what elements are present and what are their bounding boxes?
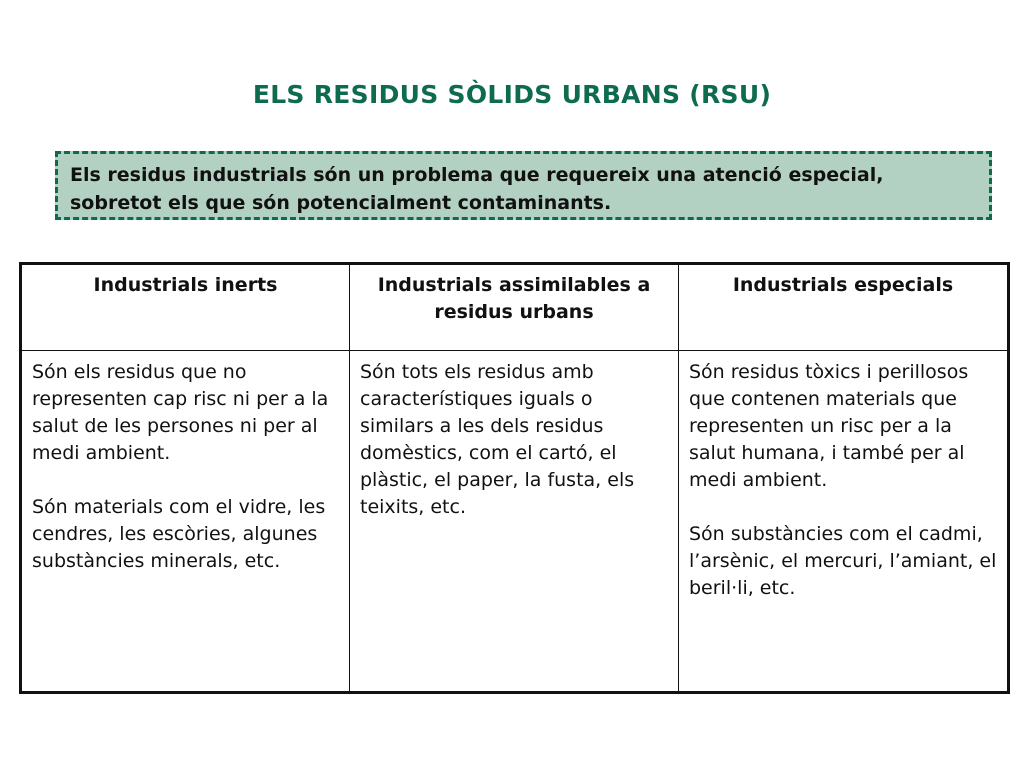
cell-industrials-especials — [679, 351, 1009, 693]
cell-industrials-assimilables — [350, 351, 679, 693]
table-row — [21, 351, 1009, 693]
header-industrials-inerts: Industrials inerts — [21, 264, 350, 351]
cell-industrials-inerts — [21, 351, 350, 693]
header-industrials-assimilables: Industrials assimilables a residus urbans — [350, 264, 679, 351]
cell-paragraph: Són materials com el vidre, les cendres, les escòries, algunes substàncies minerals, etc. — [32, 496, 326, 572]
header-industrials-especials: Industrials especials — [679, 264, 1009, 351]
cell-paragraph: Són substàncies com el cadmi, l’arsènic, el mercuri, l’amiant, el beril·li, etc. — [689, 523, 997, 599]
residus-table — [19, 262, 1010, 694]
slide-title: ELS RESIDUS SÒLIDS URBANS (RSU) — [252, 80, 772, 109]
cell-paragraph: Són els residus que no representen cap risc ni per a la salut de les persones ni per al medi ambient. — [32, 361, 329, 464]
callout-box: Els residus industrials són un problema que requereix una atenció especial, sobretot els que són potencialment contaminants. — [55, 151, 992, 220]
cell-paragraph: Són tots els residus amb característiques iguals o similars a les dels residus domèstics, com el cartó, el plàstic, el paper, la fusta, els teixits, etc. — [360, 361, 635, 518]
table-header-row — [21, 264, 1009, 351]
cell-paragraph: Són residus tòxics i perillosos que contenen materials que representen un risc per a la salut humana, i també per al medi ambient. — [689, 361, 969, 491]
